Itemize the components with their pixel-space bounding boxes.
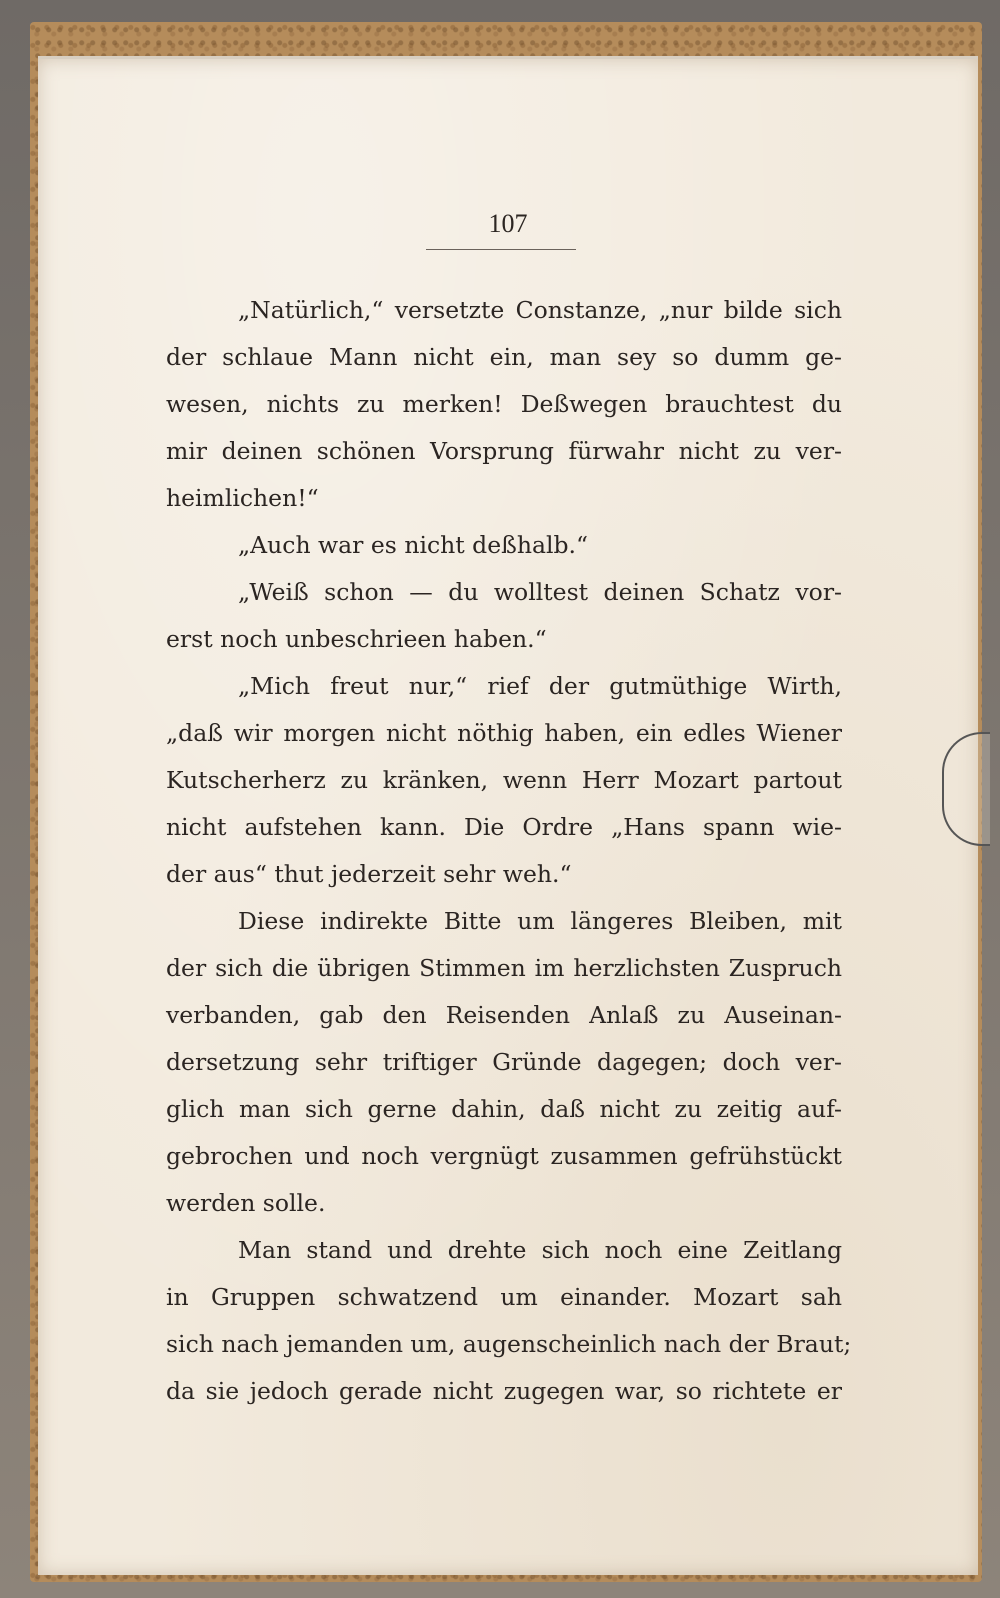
text-line: „Auch war es nicht deßhalb.“ (238, 531, 589, 559)
text-line: erst noch unbeschrieen haben.“ (166, 625, 547, 653)
text-line: „Mich freut nur,“ rief der gutmüthige Wirth, (238, 672, 842, 700)
text-line: werden solle. (166, 1189, 326, 1217)
text-line: glich man sich gerne dahin, daß nicht zu zeitig auf- (166, 1095, 842, 1123)
text-line: heimlichen!“ (166, 484, 319, 512)
text-line: der sich die übrigen Stimmen im herzlichsten Zuspruch (166, 954, 842, 982)
text-line: „Weiß schon — du wolltest deinen Schatz vor- (238, 578, 842, 606)
text-line: „daß wir morgen nicht nöthig haben, ein edles Wiener (166, 719, 842, 747)
header-rule (426, 249, 576, 250)
body-text (166, 287, 852, 1415)
text-line: wesen, nichts zu merken! Deßwegen brauchtest du (166, 390, 842, 418)
text-line: der aus“ thut jederzeit sehr weh.“ (166, 860, 572, 888)
text-line: verbanden, gab den Reisenden Anlaß zu Auseinan- (166, 1001, 842, 1029)
text-line: Man stand und drehte sich noch eine Zeitlang (238, 1236, 842, 1264)
text-line: Diese indirekte Bitte um längeres Bleiben, mit (238, 907, 842, 935)
book-cover-board (30, 22, 982, 1582)
text-line: in Gruppen schwatzend um einander. Mozart sah (166, 1283, 842, 1311)
text-line: der schlaue Mann nicht ein, man sey so dumm ge- (166, 343, 842, 371)
text-line: mir deinen schönen Vorsprung fürwahr nicht zu ver- (166, 437, 842, 465)
book-page (38, 56, 978, 1575)
text-line: sich nach jemanden um, augenscheinlich nach der Braut; (166, 1330, 852, 1358)
page-number: 107 (488, 209, 528, 238)
text-line: Kutscherherz zu kränken, wenn Herr Mozart partout (166, 766, 842, 794)
page-tab-marker (942, 732, 990, 846)
text-line: dersetzung sehr triftiger Gründe dagegen; doch ver- (166, 1048, 842, 1076)
text-line: da sie jedoch gerade nicht zugegen war, so richtete er (166, 1377, 842, 1405)
text-line: gebrochen und noch vergnügt zusammen gefrühstückt (166, 1142, 842, 1170)
text-line: „Natürlich,“ versetzte Constanze, „nur bilde sich (238, 296, 842, 324)
text-line: nicht aufstehen kann. Die Ordre „Hans spann wie- (166, 813, 842, 841)
